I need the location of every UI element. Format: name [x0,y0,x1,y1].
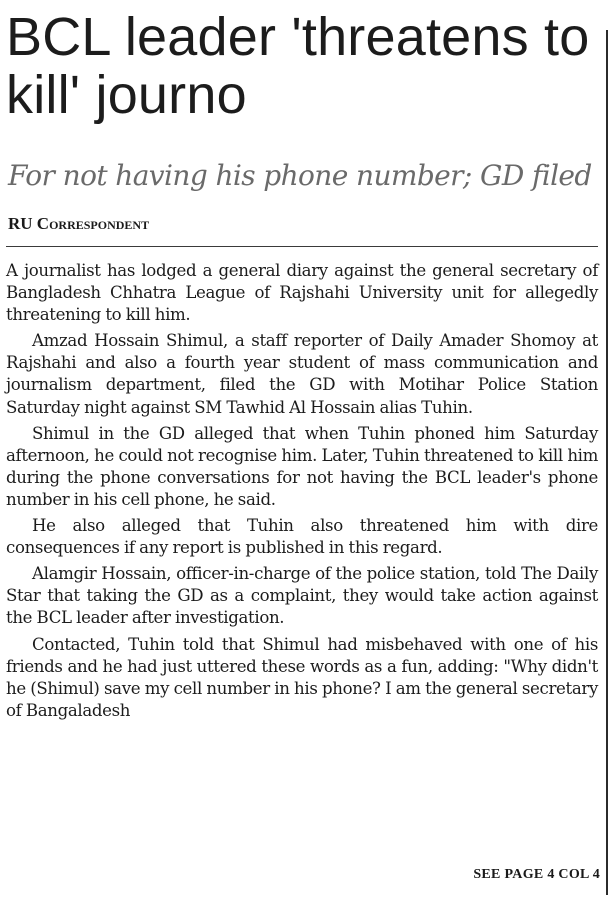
paragraph-2: Amzad Hossain Shimul, a staff reporter of Daily Amader Shomoy at Rajshahi and also a fourth year student of mass communication and journalism department, filed the GD with Motihar Police Station Saturday night against SM Tawhid Al Hossain alias Tuhin. [6,331,598,417]
headline: BCL leader 'threatens to kill' journo [6,7,590,125]
paragraph-4: He also alleged that Tuhin also threatened him with dire consequences if any report is published in this regard. [6,516,598,558]
subheadline: For not having his phone number; GD filed [8,159,592,192]
paragraph-6: Contacted, Tuhin told that Shimul had misbehaved with one of his friends and he had just uttered these words as a fun, adding: "Why didn't he (Shimul) save my cell number in his phone? I am the general secretary of Bangaladesh [6,634,598,720]
article-body [6,260,598,726]
byline: RU Correspondent [8,214,150,233]
byline-divider [6,246,598,247]
paragraph-1: A journalist has lodged a general diary against the general secretary of Bangladesh Chhatra League of Rajshahi University unit for allegedly threatening to kill him. [6,261,598,325]
paragraph-3: Shimul in the GD alleged that when Tuhin phoned him Saturday afternoon, he could not recognise him. Later, Tuhin threatened to kill him during the phone conversations for not having the BCL leader's phone number in his cell phone, he said. [6,423,598,509]
column-border [606,30,608,895]
paragraph-5: Alamgir Hossain, officer-in-charge of the police station, told The Daily Star that taking the GD as a complaint, they would take action against the BCL leader after investigation. [6,564,598,628]
continuation-line: SEE PAGE 4 COL 4 [473,867,600,882]
